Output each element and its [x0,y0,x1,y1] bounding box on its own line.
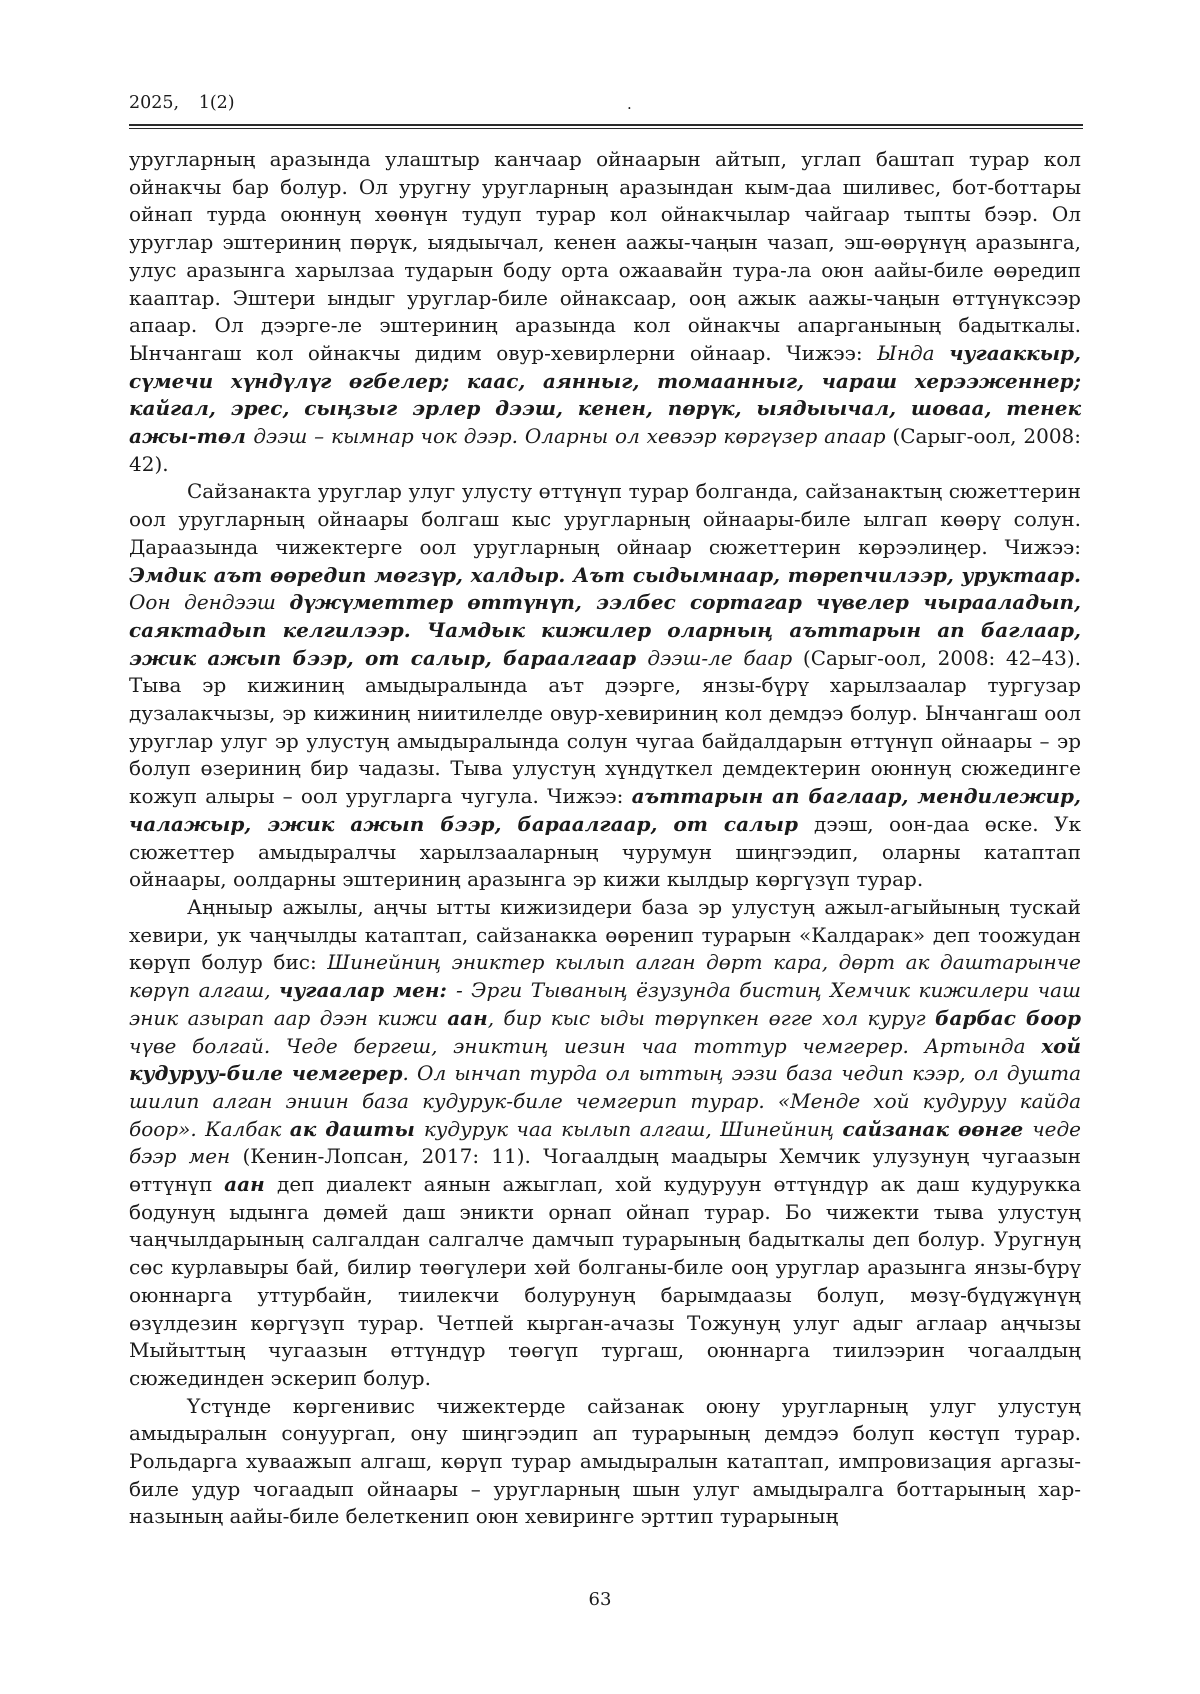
text-run: сайзанак өөнге [842,1116,1033,1141]
text-run: уругларның аразында улаштыр канчаар ойнаарын айтып, углап баштап турар кол ойнакчы бар болур. Ол уругну уругларның аразындан кым-даа шиливес, бот-боттары ойнап турда оюннуң хөөнүн тудуп турар кол ойнакчылар чайгаар тыпты бээр. Ол уруглар эштериниң пөрүк, ыядыычал, кенен аажы-чаңын чазап, эш-өөрүнүң аразынга, улус аразынга харылзаа тударын боду орта ожаавайн тура-ла оюн аайы-биле өөредип кааптар. Эштери ындыг уруглар-биле ойнаксаар, ооң ажык аажы-чаңын өттүнүксээр апаар. Ол дээрге-ле эштериниң аразында кол ойнакчы апарганының бадыткалы. Ынчангаш кол ойнакчы дидим овур-хевирлерни ойнаар. Чижээ: [129,147,1081,365]
text-run: хой кудуруу-биле чемгерер [129,1033,1081,1086]
text-run: - Эрги Тываның ёзузунда бистиң Хемчик кижилери чаш эник азырап аар дээн кижи [129,978,1081,1030]
paragraph [129,478,1081,894]
text-run: ак дашты [289,1116,424,1141]
text-run: Эмдик аът өөредип мөгзүр, халдыр. Аът сыдымнаар, төрепчилээр, уруктаар. [129,562,1081,587]
running-header [129,93,1083,119]
text-run: дээш-ле баар [647,645,803,670]
text-run: чеде бээр мен [129,1116,1081,1169]
page-number: 63 [588,1589,612,1610]
text-run: аъттарын ап баглаар, мендилежир, чалажыр, эжик ажып бээр, бараалгаар, от салыр [129,784,1082,836]
text-run: Оон дендээш [129,590,290,615]
text-run: . Ол ынчап турда ол ыттың ээзи база чедип кээр, ол душта шилип алган эниин база кудурук-биле чемгерип турар. «Менде хой кудуруу кайда боор». Калбак [129,1061,1081,1141]
text-run: , бир кыс ыды төрүпкен өгге хол куруг [487,1005,935,1030]
header-year: 2025, [129,93,180,113]
paragraph [129,146,1081,478]
text-run: дээш, оон-даа өске. Ук сюжеттер амыдыралчы харылзааларның чурумун шиңгээдип, оларны катаптап ойнаары, оолдарны эштериниң аразынга эр кижи кылдыр көргүзүп турар. [129,811,1081,892]
text-run: дээш – кымнар чок дээр. Оларны ол хевээр көргүзер апаар [253,424,893,449]
text-run: аан [224,1172,278,1197]
header-separator-dot: . [627,95,632,113]
text-run: (Кенин-Лопсан, 2017: 11). Чогаалдың маадыры Хемчик улузунуң чугаазын өттүнүп [129,1144,1082,1197]
text-run: (Сарыг-оол, 2008: 42). [129,424,1082,476]
text-run: Аңныыр ажылы, аңчы ытты кижизидери база эр улустуң ажыл-агыйының тускай хевири, ук чаңчылды катаптап, сайзанакка өөренип турарын «Калдарак» деп тоожудан көрүп болур бис: [129,894,1081,975]
text-run: Шинейниң эниктер кылып алган дөрт кара, дөрт ак даштарынче көрүп алгаш, [129,950,1081,1003]
text-run: барбас боор [934,1005,1081,1030]
text-run: дүжүметтер өттүнүп, ээлбес сортагар чүвелер чырааладып, саяктадып келгилээр. Чамдык кижилер оларның аъттарын ап баглаар, эжик ажып бээр, от салыр, бараалгаар [129,590,1081,670]
text-run: аан [447,1005,488,1030]
text-run: чугааккыр, сүмечи хүндүлүг өгбелер; каас, аянныг, томаанныг, чараш херээженнер; кайгал, эрес, сыңзыг эрлер дээш, кенен, пөрүк, ыядыычал, шоваа, тенек ажы-төл [129,340,1081,449]
text-run: чүве болгай. Чеде бергеш, эниктиң иезин чаа тоттур чемгерер. Артында [129,1033,1042,1058]
paragraph [129,894,1081,1393]
text-run: кудурук чаа кылып алгаш, Шинейниң [423,1116,843,1141]
text-run: Үстүнде көргенивис чижектерде сайзанак оюну уругларның улуг улустуң амыдыралын сонуургап, ону шиңгээдип ап турарының демдээ болуп көстүп турар. Рольдарга хуваажып алгаш, көрүп турар амыдыралын катаптап, импровизация аргазы-биле удур чогаадып ойнаары – уругларның шын улуг амыдыралга боттарының хар-назының аайы-биле белеткенип оюн хевиринге эрттип турарының [129,1393,1081,1529]
page-footer [0,1589,1200,1610]
text-run: чугаалар мен: [279,978,456,1003]
text-run: деп диалект аянын ажыглап, хой кудуруун өттүндүр ак даш кудурукка бодунуң ыдынга дөмей даш эникти орнап ойнап турар. Бо чижекти тыва улустуң чаңчылдарының салгалдан салгалче дамчып турарының бадыткалы деп болур. Уругнуң сөс курлавыры бай, билир төөгүлери хөй болганы-биле ооң уруглар аразынга янзы-бүрү оюннарга уттурбайн, тиилекчи болурунуң барымдаазы болуп, мөзү-бүдүжүнүң өзүлдезин көргүзүп турар. Четпей кырган-ачазы Тожунуң улуг адыг аглаар аңчызы Мыйыттың чугаазын өттүндүр төөгүп тургаш, оюннарга тиилээрин чогаалдың сюжединден эскерип болур. [129,1172,1081,1390]
paragraph [129,1393,1081,1532]
text-run: Сайзанакта уруглар улуг улусту өттүнүп турар болганда, сайзанактың сюжеттерин оол уругларның ойнаары болгаш кыс уругларның ойнаары-биле ылгап көөрү солун. Дараазында чижектерге оол уругларның ойнаар сюжеттерин көрээлиңер. Чижээ: [129,479,1081,559]
text-run: (Сарыг-оол, 2008: 42–43). Тыва эр кижиниң амыдыралында аът дээрге, янзы-бүрү харылзаалар тургузар дузалакчызы, эр кижиниң ниитилелде овур-хевириниң кол демдээ болур. Ынчангаш оол уруглар улуг эр улустуң амыдыралында солун чугаа байдалдарын өттүнүп ойнаары – эр болуп өзериниң бир чадазы. Тыва улустуң хүндүткел демдектерин оюннуң сюжединге кожуп алыры – оол уругларга чугула. Чижээ: [129,645,1081,809]
text-run: Ында [877,340,950,365]
article-body [129,146,1081,1531]
header-rule [129,124,1083,129]
header-issue-number: 1(2) [198,93,235,113]
